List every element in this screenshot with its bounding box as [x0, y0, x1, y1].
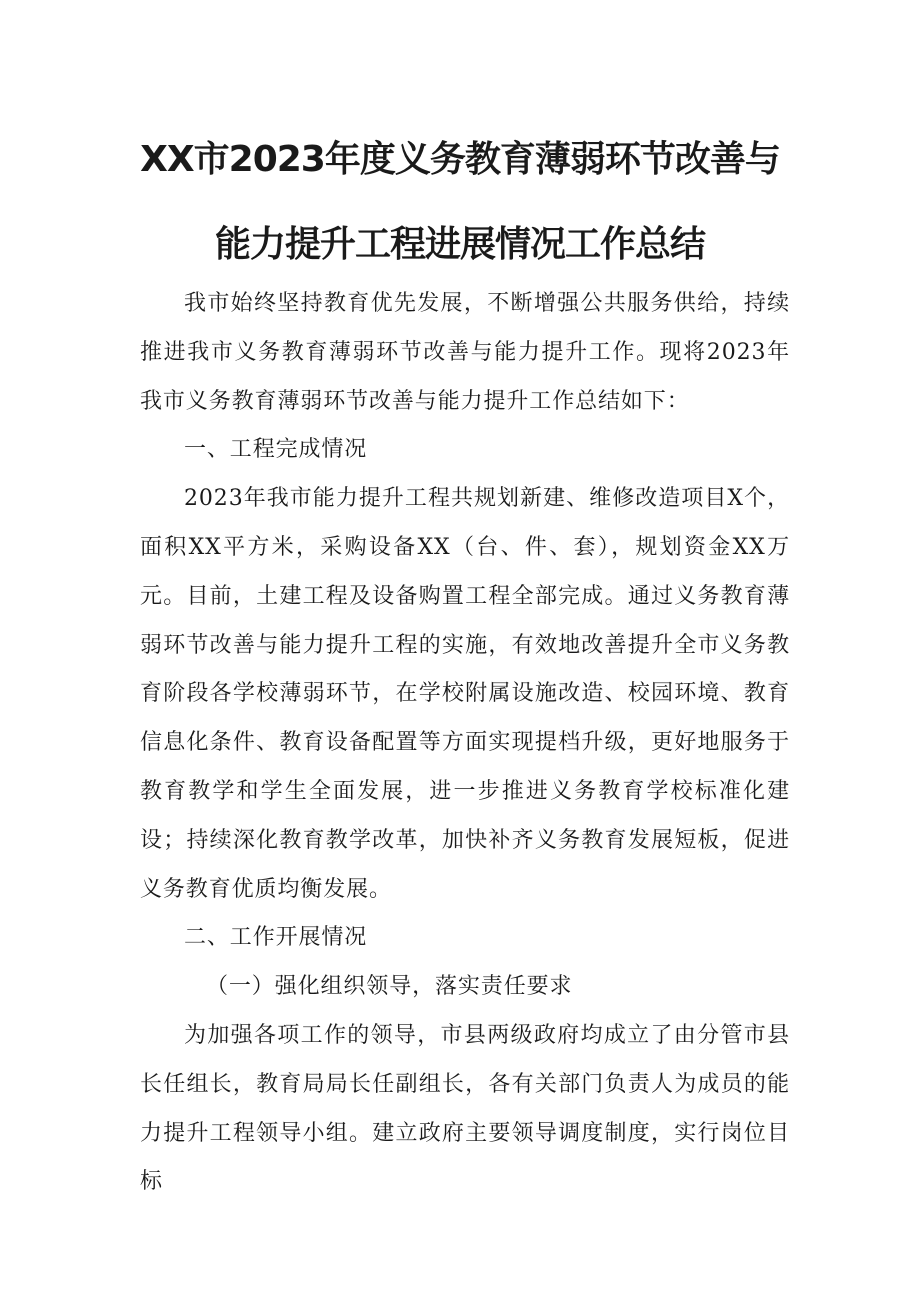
subsection-heading-1: （一）强化组织领导，落实责任要求 [206, 974, 573, 1000]
completion-paragraph: 2023年我市能力提升工程共规划新建、维修改造项目X个，面积XX平方米，采购设备XX（台、件、套），规划资金XX万元。目前，土建工程及设备购置工程全部完成。通过义务教育薄弱环节改善与能力提升工程的实施，有效地改善提升全市义务教育阶段各学校薄弱环节，在学校附属设施改造、校园环境、教育信息化条件、教育设备配置等方面实现提档升级，更好地服务于教育教学和学生全面发展，进一步推进义务教育学校标准化建设；持续深化教育教学改革，加快补齐义务教育发展短板，促进义务教育优质均衡发展。 [140, 486, 790, 902]
section-heading-1: 一、工程完成情况 [184, 437, 368, 463]
organization-paragraph: 为加强各项工作的领导，市县两级政府均成立了由分管市县长任组长，教育局局长任副组长，各有关部门负责人为成员的能力提升工程领导小组。建立政府主要领导调度制度，实行岗位目标 [140, 1022, 790, 1195]
document-title-line-2: 能力提升工程进展情况工作总结 [214, 224, 705, 265]
intro-paragraph: 我市始终坚持教育优先发展，不断增强公共服务供给，持续推进我市义务教育薄弱环节改善与能力提升工作。现将2023年我市义务教育薄弱环节改善与能力提升工作总结如下： [140, 291, 790, 414]
document-title-line-1: XX市2023年度义务教育薄弱环节改善与 [140, 139, 780, 180]
section-heading-2: 二、工作开展情况 [184, 925, 368, 951]
document-body [140, 280, 790, 1207]
